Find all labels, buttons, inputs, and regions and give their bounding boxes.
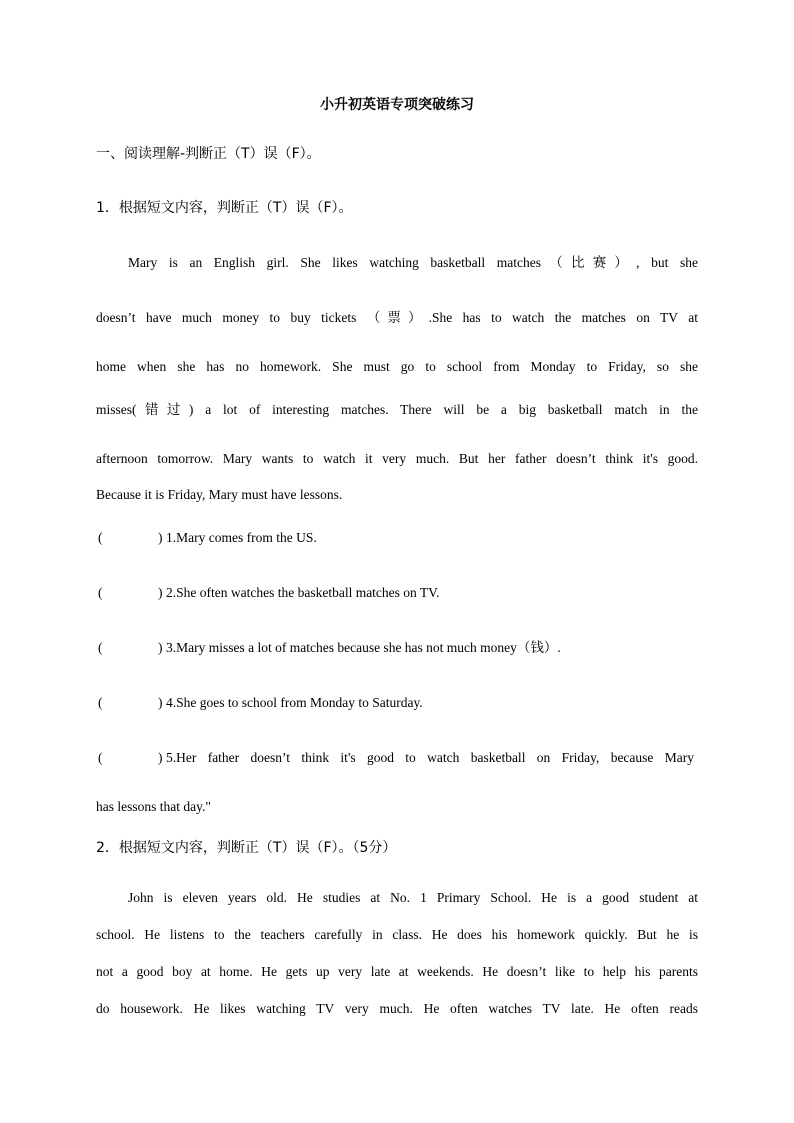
question-continuation: has lessons that day." bbox=[96, 799, 211, 814]
part2-heading: 2．根据短文内容，判断正（T）误（F）。（5分） bbox=[96, 840, 397, 856]
question-item bbox=[98, 528, 698, 548]
passage2-line: do housework. He likes watching TV very much. He often watches TV late. He often reads bbox=[96, 1001, 698, 1016]
question-text: 2.She often watches the basketball matches on TV. bbox=[166, 585, 440, 600]
question-text: 1.Mary comes from the US. bbox=[166, 530, 317, 545]
answer-paren-close: ) bbox=[158, 585, 163, 600]
question-item bbox=[98, 748, 698, 768]
passage1-line: home when she has no homework. She must go to school from Monday to Friday, so she bbox=[96, 359, 698, 374]
answer-paren-open: ( bbox=[98, 695, 103, 710]
answer-paren-open: ( bbox=[98, 640, 103, 655]
answer-paren-open: ( bbox=[98, 750, 103, 765]
answer-paren-close: ) bbox=[158, 530, 163, 545]
section-heading: 一、阅读理解-判断正（T）误（F）。 bbox=[96, 146, 321, 162]
passage2-line: John is eleven years old. He studies at No. 1 Primary School. He is a good student at bbox=[128, 890, 698, 905]
question-text: 3.Mary misses a lot of matches because she has not much money（钱）. bbox=[166, 640, 561, 655]
answer-paren-close: ) bbox=[158, 695, 163, 710]
passage1-line: afternoon tomorrow. Mary wants to watch it very much. But her father doesn’t think it's good. bbox=[96, 451, 698, 466]
answer-paren-close: ) bbox=[158, 750, 163, 765]
passage1-line: misses(错过) a lot of interesting matches. There will be a big basketball match in the bbox=[96, 402, 698, 417]
passage1-line: Mary is an English girl. She likes watching basketball matches（比赛）, but she bbox=[128, 255, 698, 270]
answer-paren-open: ( bbox=[98, 585, 103, 600]
question-item bbox=[98, 638, 698, 658]
passage2-line: not a good boy at home. He gets up very late at weekends. He doesn’t like to help his parents bbox=[96, 964, 698, 979]
question-item bbox=[98, 693, 698, 713]
part1-heading: 1．根据短文内容，判断正（T）误（F）。 bbox=[96, 200, 353, 216]
question-item bbox=[98, 583, 698, 603]
answer-paren-close: ) bbox=[158, 640, 163, 655]
answer-paren-open: ( bbox=[98, 530, 103, 545]
passage1-line: Because it is Friday, Mary must have lessons. bbox=[96, 487, 343, 502]
passage1-line: doesn’t have much money to buy tickets （票）.She has to watch the matches on TV at bbox=[96, 310, 698, 325]
question-text: 5.Her father doesn’t think it's good to watch basketball on Friday, because Mary bbox=[166, 750, 694, 765]
page-title: 小升初英语专项突破练习 bbox=[320, 97, 474, 113]
passage2-line: school. He listens to the teachers carefully in class. He does his homework quickly. But he is bbox=[96, 927, 698, 942]
question-text: 4.She goes to school from Monday to Saturday. bbox=[166, 695, 423, 710]
